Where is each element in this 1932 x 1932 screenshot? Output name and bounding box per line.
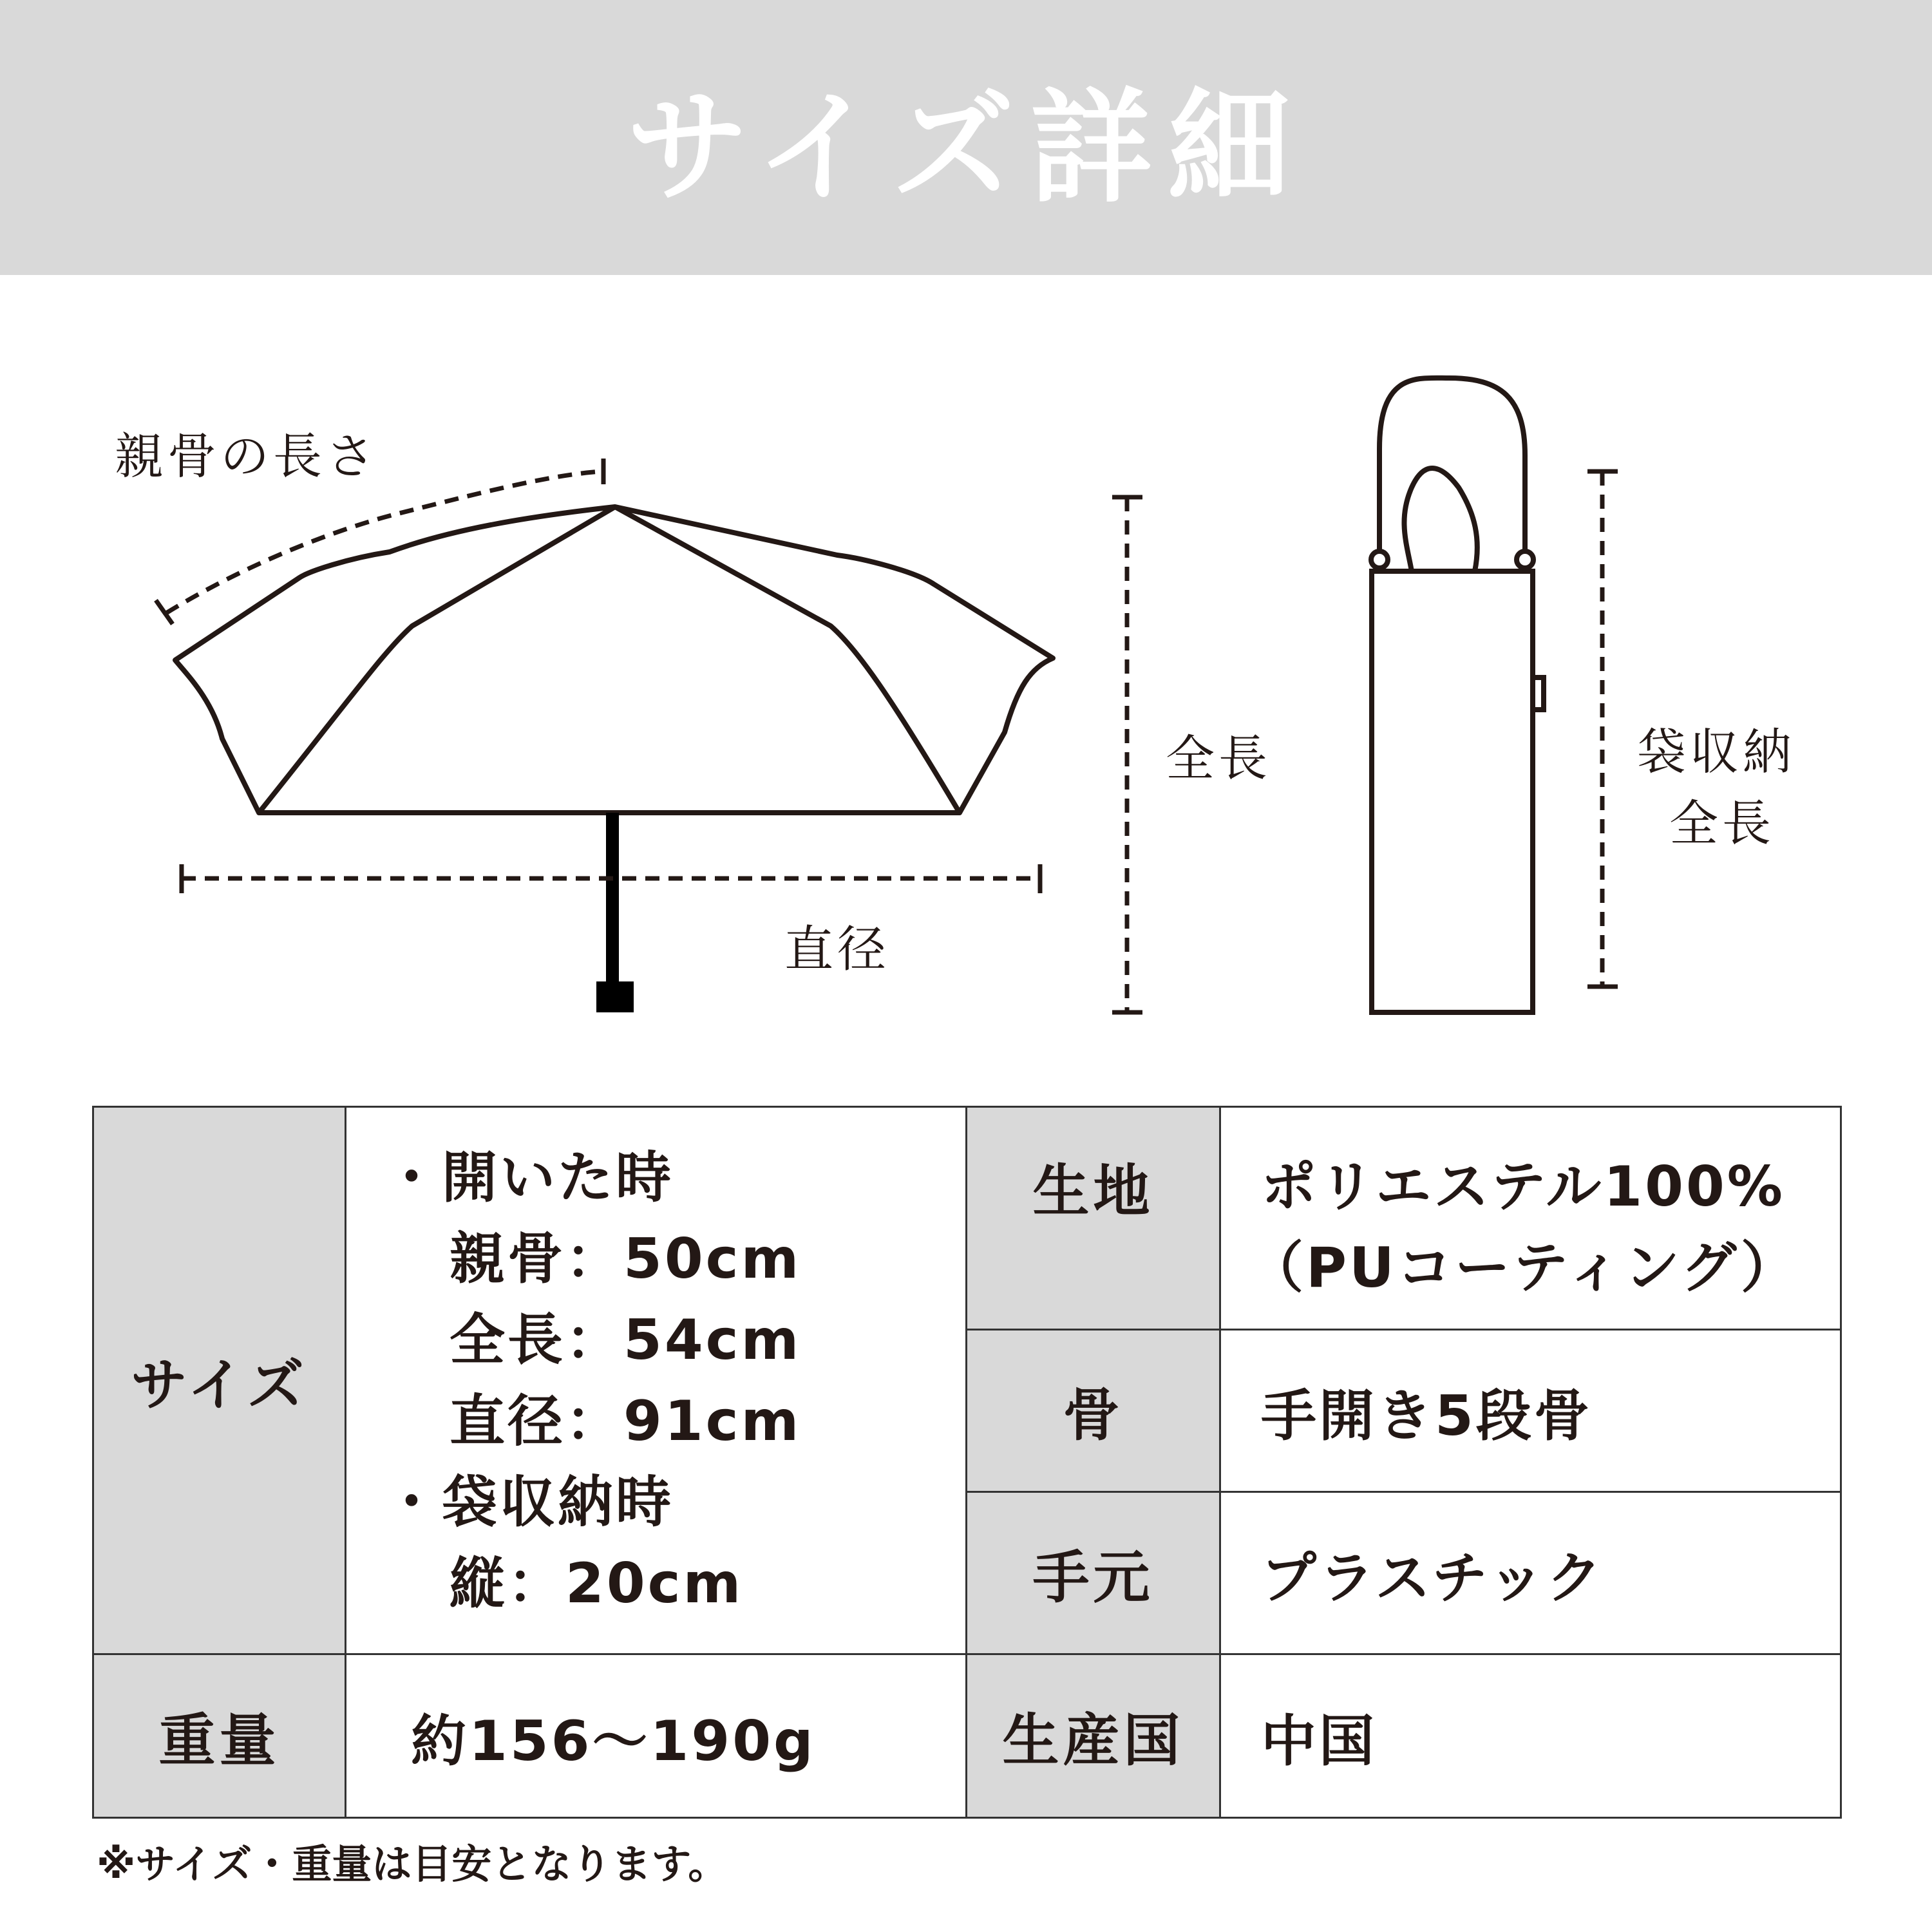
size-diagram: [0, 275, 1932, 1093]
footnote: ※サイズ・重量は目安となります。: [97, 1841, 728, 1888]
fabric-value-line2: （PUコーティング）: [1248, 1236, 1799, 1300]
size-line-length: 全長：54cm: [450, 1308, 802, 1372]
rib-length-label: 親骨の長さ: [115, 428, 379, 485]
fabric-header: 生地: [967, 1107, 1220, 1330]
spec-table: [92, 1106, 1842, 1819]
bag-length-label-line2: 全長: [1669, 795, 1775, 852]
size-line-open: ・開いた時: [384, 1146, 674, 1210]
diameter-label: 直径: [784, 920, 890, 978]
handle-value: プラスチック: [1220, 1492, 1841, 1654]
umbrella-shaft: [606, 813, 619, 981]
umbrella-handle: [596, 981, 634, 1012]
size-header: サイズ: [93, 1107, 346, 1654]
fabric-value: [1220, 1107, 1841, 1330]
handle-header: 手元: [967, 1492, 1220, 1654]
bag-length-marker: [1587, 471, 1618, 987]
fabric-value-line1: ポリエステル100%: [1261, 1155, 1785, 1219]
size-value: [346, 1107, 967, 1654]
origin-header: 生産国: [967, 1654, 1220, 1818]
total-length-label: 全長: [1166, 730, 1271, 787]
ribs-value: 手開き5段骨: [1220, 1330, 1841, 1492]
size-line-diameter: 直径：91cm: [450, 1389, 802, 1454]
bag-length-label-line1: 袋収納: [1637, 723, 1795, 781]
bag-illustration: [1371, 378, 1544, 1012]
umbrella-illustration: [175, 507, 1053, 813]
ribs-header: 骨: [967, 1330, 1220, 1492]
size-line-rib: 親骨：50cm: [450, 1227, 802, 1291]
weight-header: 重量: [93, 1654, 346, 1818]
size-line-stored: ・袋収納時: [384, 1470, 674, 1535]
origin-value: 中国: [1220, 1654, 1841, 1818]
page-title: サイズ詳細: [626, 77, 1306, 219]
total-length-marker: [1112, 497, 1142, 1012]
size-line-height: 縦：20cm: [450, 1551, 744, 1616]
weight-value: 約156～190g: [346, 1654, 967, 1818]
